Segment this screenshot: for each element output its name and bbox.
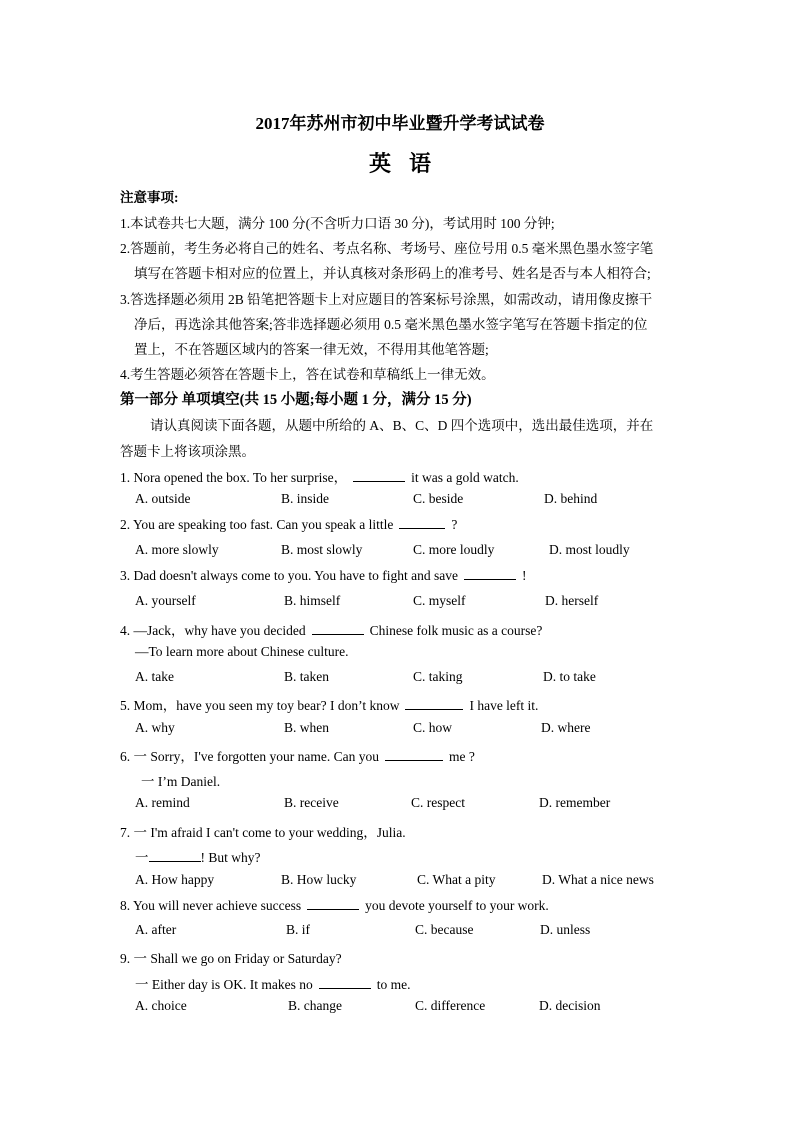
question-text: ! — [522, 568, 527, 583]
answer-blank — [399, 516, 445, 529]
question-text: ? — [451, 517, 458, 532]
notice-line: 置上，不在答题区域内的答案一律无效，不得用其他笔答题; — [134, 342, 489, 357]
option-c: C. beside — [413, 491, 464, 506]
question-text: 5. Mom，have you seen my toy bear? I don’t know — [120, 698, 400, 713]
notice-line: 填写在答题卡相对应的位置上，并认真核对条形码上的准考号、姓名是否与本人相符合; — [134, 266, 651, 281]
option-b: B. taken — [284, 669, 329, 684]
answer-blank — [464, 567, 516, 580]
answer-blank — [405, 697, 463, 710]
question-text: ! But why? — [200, 850, 261, 865]
option-d: D. remember — [539, 795, 611, 810]
option-c: C. more loudly — [413, 542, 495, 557]
answer-blank — [319, 976, 371, 989]
answer-blank — [312, 622, 364, 635]
option-b: B. when — [284, 720, 329, 735]
option-d: D. where — [541, 720, 591, 735]
question-6 — [120, 745, 475, 765]
question-text: 8. You will never achieve success — [120, 898, 302, 913]
question-text: 3. Dad doesn't always come to you. You have to fight and save — [120, 568, 459, 583]
question-reply — [135, 846, 261, 866]
option-d: D. most loudly — [549, 542, 630, 557]
option-c: C. What a pity — [417, 872, 496, 887]
question-8 — [120, 897, 549, 914]
question-2 — [120, 516, 457, 533]
section-heading: 第一部分 单项填空(共 15 小题;每小题 1 分，满分 15 分) — [120, 392, 472, 408]
question-text: 2. You are speaking too fast. Can you speak a little — [120, 517, 394, 532]
option-d: D. What a nice news — [542, 872, 654, 887]
exam-title: 2017年苏州市初中毕业暨升学考试试卷 — [255, 114, 545, 133]
question-text: it was a gold watch. — [411, 470, 519, 485]
question-text: 4. —Jack，why have you decided — [120, 623, 306, 638]
question-5 — [120, 694, 538, 714]
option-a: A. How happy — [135, 872, 215, 887]
question-text: Chinese folk music as a course? — [369, 623, 543, 638]
question-text: 1. Nora opened the box. To her surprise， — [120, 470, 348, 485]
subject-title: 英语 — [368, 151, 449, 176]
question-reply: 一 I’m Daniel. — [141, 774, 221, 789]
question-1 — [120, 466, 519, 486]
notice-line: 4.考生答题必须答在答题卡上，答在试卷和草稿纸上一律无效。 — [120, 367, 495, 382]
answer-blank — [149, 849, 201, 862]
section-instruction: 答题卡上将该项涂黑。 — [120, 444, 255, 459]
option-c: C. how — [413, 720, 453, 735]
question-reply — [135, 973, 410, 993]
option-a: A. take — [135, 669, 174, 684]
notice-heading: 注意事项: — [120, 190, 179, 205]
section-instruction: 请认真阅读下面各题，从题中所给的 A、B、C、D 四个选项中，选出最佳选项，并在 — [150, 418, 654, 433]
question-7: 7. 一 I'm afraid I can't come to your wedding，Julia. — [120, 825, 406, 840]
notice-line: 净后，再选涂其他答案;答非选择题必须用 0.5 毫米黑色墨水签字笔写在答题卡指定的位 — [134, 317, 648, 332]
option-b: B. most slowly — [281, 542, 363, 557]
option-d: D. decision — [539, 998, 601, 1013]
option-d: D. to take — [543, 669, 596, 684]
notice-line: 2.答题前，考生务必将自己的姓名、考点名称、考场号、座位号用 0.5 毫米黑色墨水签字笔 — [120, 241, 654, 256]
question-text: I have left it. — [469, 698, 539, 713]
option-c: C. myself — [413, 593, 466, 608]
option-c: C. taking — [413, 669, 463, 684]
option-c: C. respect — [411, 795, 465, 810]
answer-blank — [353, 469, 405, 482]
question-text: 一 — [135, 850, 149, 865]
notice-line: 1.本试卷共七大题，满分 100 分(不含听力口语 30 分)，考试用时 100 分钟; — [120, 216, 555, 231]
answer-blank — [307, 897, 359, 910]
option-d: D. herself — [545, 593, 599, 608]
question-text: to me. — [376, 977, 411, 992]
option-c: C. difference — [415, 998, 486, 1013]
option-b: B. inside — [281, 491, 330, 506]
question-3 — [120, 567, 527, 584]
question-text: me ? — [449, 749, 475, 764]
option-a: A. more slowly — [135, 542, 219, 557]
notice-line: 3.答选择题必须用 2B 铅笔把答题卡上对应题目的答案标号涂黑，如需改动，请用像皮擦干 — [120, 292, 653, 307]
option-b: B. change — [288, 998, 342, 1013]
option-b: B. if — [286, 922, 311, 937]
question-text: 6. 一 Sorry，I've forgotten your name. Can you — [120, 749, 380, 764]
option-d: D. behind — [544, 491, 598, 506]
option-b: B. himself — [284, 593, 341, 608]
option-d: D. unless — [540, 922, 591, 937]
question-9: 9. 一 Shall we go on Friday or Saturday? — [120, 951, 342, 966]
option-a: A. remind — [135, 795, 190, 810]
option-b: B. receive — [284, 795, 339, 810]
option-a: A. choice — [135, 998, 187, 1013]
question-4 — [120, 619, 542, 639]
question-reply: —To learn more about Chinese culture. — [135, 644, 349, 659]
answer-blank — [385, 748, 443, 761]
option-a: A. yourself — [135, 593, 196, 608]
option-b: B. How lucky — [281, 872, 357, 887]
option-a: A. outside — [135, 491, 191, 506]
option-a: A. why — [135, 720, 175, 735]
option-c: C. because — [415, 922, 474, 937]
question-text: you devote yourself to your work. — [365, 898, 549, 913]
question-text: 一 Either day is OK. It makes no — [135, 977, 313, 992]
option-a: A. after — [135, 922, 177, 937]
